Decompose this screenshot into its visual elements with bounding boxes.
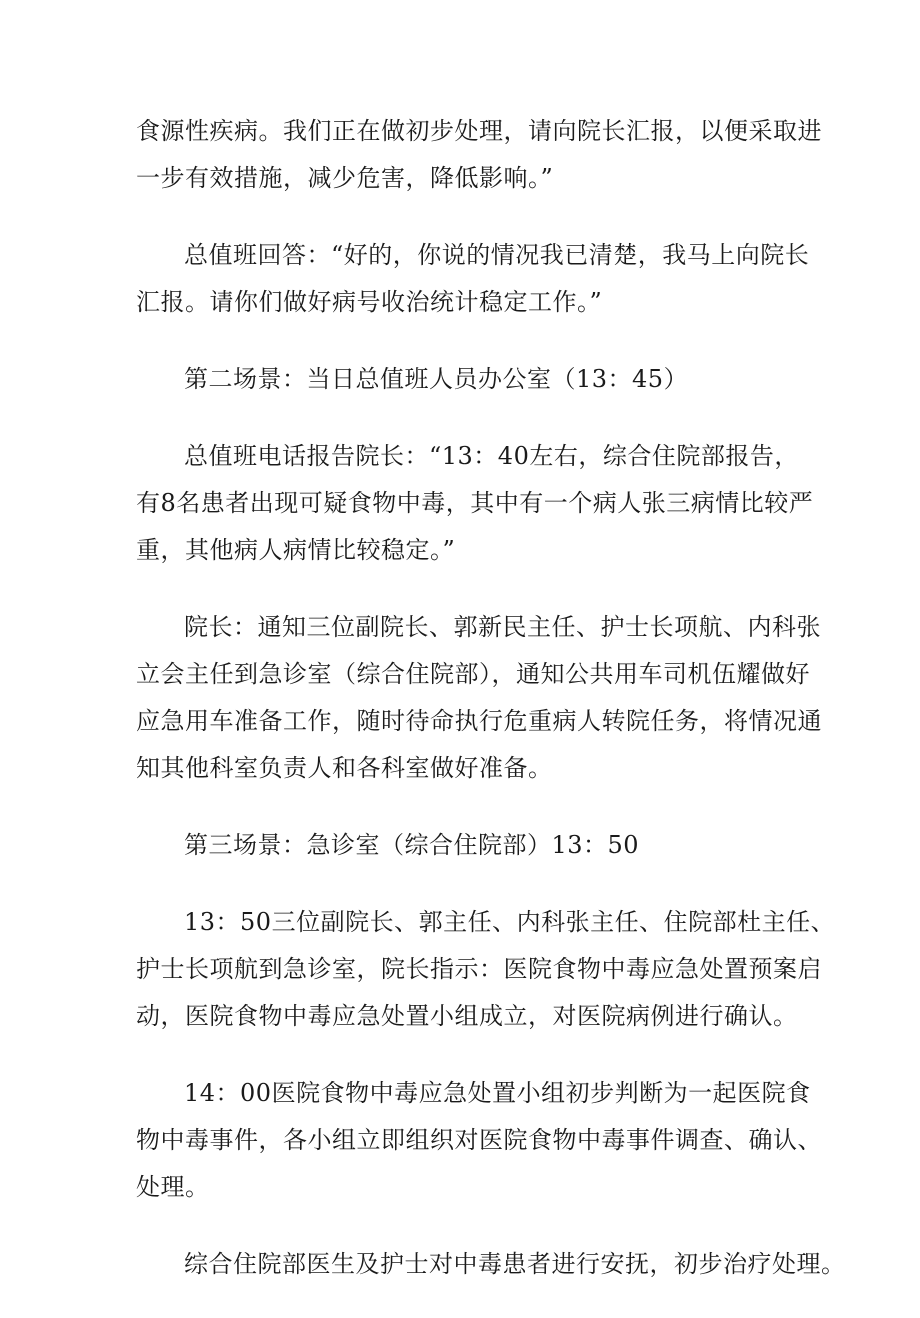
- scene-three-heading: [136, 822, 816, 869]
- text-line: 院长：通知三位副院长、郭新民主任、护士长项航、内科张: [184, 613, 821, 641]
- text-line: 综合住院部医生及护士对中毒患者进行安抚，初步治疗处理。: [184, 1250, 846, 1278]
- text-line: 护士长项航到急诊室，院长指示：医院食物中毒应急处置预案启: [136, 955, 822, 983]
- text-line: 知其他科室负责人和各科室做好准备。: [136, 754, 553, 782]
- paragraph-9: [136, 1241, 846, 1288]
- text-line: 13：50三位副院长、郭主任、内科张主任、住院部杜主任、: [184, 908, 836, 936]
- text-line: 动，医院食物中毒应急处置小组成立，对医院病例进行确认。: [136, 1002, 798, 1030]
- text-line: 有8名患者出现可疑食物中毒，其中有一个病人张三病情比较严: [136, 489, 814, 517]
- text-line: 第二场景：当日总值班人员办公室（13：45）: [184, 365, 689, 393]
- text-line: 重，其他病人病情比较稳定。”: [136, 536, 456, 564]
- document-body: [136, 108, 846, 1318]
- text-line: 第三场景：急诊室（综合住院部）13：50: [184, 831, 640, 859]
- paragraph-8: [136, 1070, 822, 1211]
- text-line: 一步有效措施，减少危害，降低影响。”: [136, 164, 554, 192]
- text-line: 总值班回答：“好的，你说的情况我已清楚，我马上向院长: [184, 241, 810, 269]
- paragraph-5: [136, 604, 822, 792]
- text-line: 汇报。请你们做好病号收治统计稳定工作。”: [136, 288, 603, 316]
- text-line: 食源性疾病。我们正在做初步处理，请向院长汇报，以便采取进: [136, 117, 822, 145]
- text-line: 物中毒事件，各小组立即组织对医院食物中毒事件调查、确认、: [136, 1126, 822, 1154]
- paragraph-2: [136, 232, 816, 326]
- text-line: 14：00医院食物中毒应急处置小组初步判断为一起医院食: [184, 1079, 811, 1107]
- paragraph-7: [136, 899, 836, 1040]
- paragraph-4: [136, 433, 816, 574]
- text-line: 处理。: [136, 1173, 210, 1201]
- text-line: 应急用车准备工作，随时待命执行危重病人转院任务，将情况通: [136, 707, 822, 735]
- text-line: 立会主任到急诊室（综合住院部），通知公共用车司机伍耀做好: [136, 660, 810, 688]
- paragraph-1: [136, 108, 822, 202]
- scene-two-heading: [136, 356, 816, 403]
- text-line: 总值班电话报告院长：“13：40左右，综合住院部报告，: [184, 442, 799, 470]
